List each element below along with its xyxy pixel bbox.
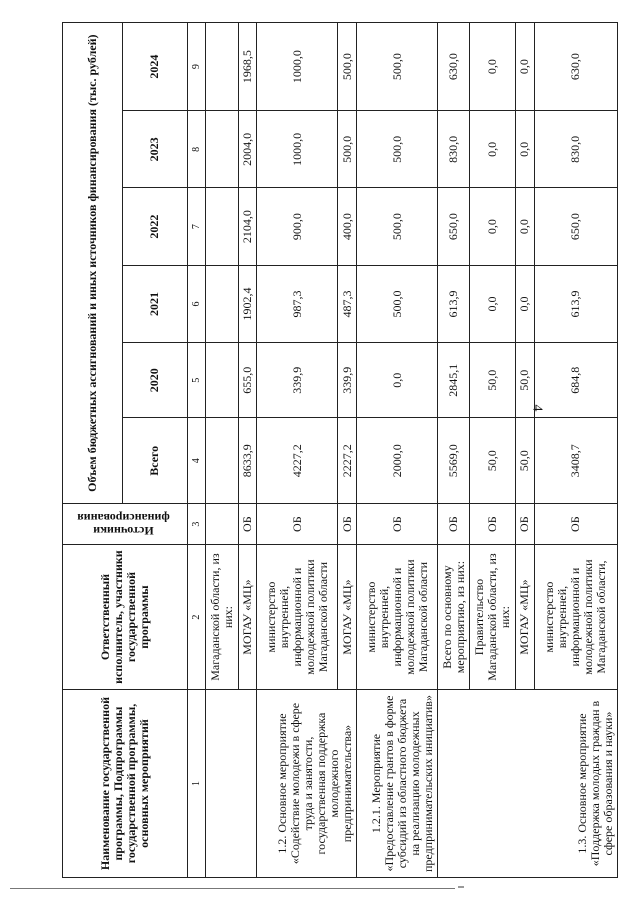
value-cell: 50,0 — [470, 343, 516, 418]
value-cell: 613,9 — [534, 265, 617, 342]
value-cell: 650,0 — [534, 188, 617, 265]
value-cell: 1968,5 — [238, 23, 257, 111]
table-row — [357, 23, 438, 878]
value-cell: 613,9 — [438, 265, 470, 342]
measure-name-1-2: 1.2. Основное мероприятие «Содействие молодежи в сфере труда и занятости, государственная поддержка молодежного предпринимательства» — [257, 690, 357, 878]
executor-cell: МОГАУ «МЦ» — [338, 545, 357, 690]
source-cell: ОБ — [338, 504, 357, 545]
value-cell: 487,3 — [338, 265, 357, 342]
value-cell: 650,0 — [438, 188, 470, 265]
value-cell: 0,0 — [470, 111, 516, 188]
value-cell: 900,0 — [257, 188, 338, 265]
source-cell: ОБ — [357, 504, 438, 545]
value-cell: 500,0 — [357, 188, 438, 265]
measure-name-1-2-1: 1.2.1. Мероприятие «Предоставление грантов в форме субсидий из областного бюджета на реализацию молодежных предпринимательских инициатив» — [357, 690, 438, 878]
source-cell: ОБ — [516, 504, 535, 545]
header-funding-group: Объем бюджетных ассигнований и иных источников финансирования (тыс. рублей) — [63, 23, 123, 504]
executor-cell: министерство внутренней, информационной и молодежной политики Магаданской области, — [534, 545, 617, 690]
value-cell: 655,0 — [238, 343, 257, 418]
value-cell: 987,3 — [257, 265, 338, 342]
header-name: Наименование государственной программы, Подпрограммы государственной программы, основных мероприятий — [63, 690, 188, 878]
executor-cell: министерство внутренней, информационной и молодежной политики Магаданской области — [257, 545, 338, 690]
value-cell: 0,0 — [516, 23, 535, 111]
header-source-text: Источники финансирования — [77, 511, 170, 539]
executor-cell: Магаданской области, из них: — [206, 545, 238, 690]
value-cell: 2845,1 — [438, 343, 470, 418]
value-cell: 500,0 — [338, 23, 357, 111]
source-cell: ОБ — [257, 504, 338, 545]
source-cell: ОБ — [534, 504, 617, 545]
page-number: 4 — [529, 404, 545, 412]
measure-name-1-3: 1.3. Основное мероприятие «Поддержка молодых граждан в сфере образования и науки» — [438, 690, 618, 878]
source-cell: ОБ — [438, 504, 470, 545]
value-cell: 0,0 — [516, 111, 535, 188]
column-number: 6 — [187, 265, 206, 342]
table-row — [257, 23, 338, 878]
value-cell — [206, 418, 238, 504]
column-number: 9 — [187, 23, 206, 111]
value-cell — [206, 23, 238, 111]
value-cell: 400,0 — [338, 188, 357, 265]
header-year: 2024 — [123, 23, 187, 111]
column-number: 2 — [187, 545, 206, 690]
header-year: 2023 — [123, 111, 187, 188]
value-cell: 1000,0 — [257, 111, 338, 188]
executor-cell: Правительство Магаданской области, из них: — [470, 545, 516, 690]
value-cell: 3408,7 — [534, 418, 617, 504]
value-cell: 630,0 — [534, 23, 617, 111]
executor-cell: МОГАУ «МЦ» — [516, 545, 535, 690]
scan-edge-line — [10, 888, 455, 889]
program-name-cell — [206, 690, 257, 878]
value-cell — [206, 343, 238, 418]
value-cell: 8633,9 — [238, 418, 257, 504]
value-cell: 830,0 — [534, 111, 617, 188]
value-cell: 830,0 — [438, 111, 470, 188]
column-number: 8 — [187, 111, 206, 188]
header-year: Всего — [123, 418, 187, 504]
value-cell: 5569,0 — [438, 418, 470, 504]
value-cell: 500,0 — [357, 111, 438, 188]
value-cell: 339,9 — [338, 343, 357, 418]
value-cell: 0,0 — [470, 265, 516, 342]
value-cell: 0,0 — [357, 343, 438, 418]
column-number: 3 — [187, 504, 206, 545]
funding-table — [62, 22, 618, 878]
value-cell: 2004,0 — [238, 111, 257, 188]
value-cell: 0,0 — [516, 188, 535, 265]
value-cell: 500,0 — [338, 111, 357, 188]
header-source — [63, 504, 188, 545]
value-cell — [206, 188, 238, 265]
executor-cell: МОГАУ «МЦ» — [238, 545, 257, 690]
executor-cell: министерство внутренней, информационной и молодежной политики Магаданской области — [357, 545, 438, 690]
value-cell: 339,9 — [257, 343, 338, 418]
header-year: 2020 — [123, 343, 187, 418]
value-cell: 0,0 — [470, 23, 516, 111]
header-year: 2021 — [123, 265, 187, 342]
source-cell: ОБ — [470, 504, 516, 545]
executor-cell: Всего по основному мероприятию, из них: — [438, 545, 470, 690]
value-cell: 2000,0 — [357, 418, 438, 504]
value-cell: 50,0 — [470, 418, 516, 504]
column-number: 4 — [187, 418, 206, 504]
scan-edge-mark — [458, 886, 464, 888]
source-cell — [206, 504, 238, 545]
column-number: 5 — [187, 343, 206, 418]
source-cell: ОБ — [238, 504, 257, 545]
value-cell: 500,0 — [357, 23, 438, 111]
column-number: 1 — [187, 690, 206, 878]
table-row — [206, 23, 238, 878]
value-cell: 0,0 — [470, 188, 516, 265]
value-cell: 2104,0 — [238, 188, 257, 265]
header-executor: Ответственный исполнитель, участники государственной программы — [63, 545, 188, 690]
rotated-table-page — [62, 22, 618, 878]
table-row — [438, 23, 470, 878]
value-cell: 0,0 — [516, 265, 535, 342]
value-cell: 2227,2 — [338, 418, 357, 504]
value-cell: 1000,0 — [257, 23, 338, 111]
header-year: 2022 — [123, 188, 187, 265]
value-cell: 4227,2 — [257, 418, 338, 504]
value-cell: 500,0 — [357, 265, 438, 342]
value-cell: 684,8 — [534, 343, 617, 418]
value-cell: 50,0 — [516, 343, 535, 418]
value-cell — [206, 265, 238, 342]
column-number: 7 — [187, 188, 206, 265]
value-cell — [206, 111, 238, 188]
value-cell: 630,0 — [438, 23, 470, 111]
value-cell: 1902,4 — [238, 265, 257, 342]
value-cell: 50,0 — [516, 418, 535, 504]
